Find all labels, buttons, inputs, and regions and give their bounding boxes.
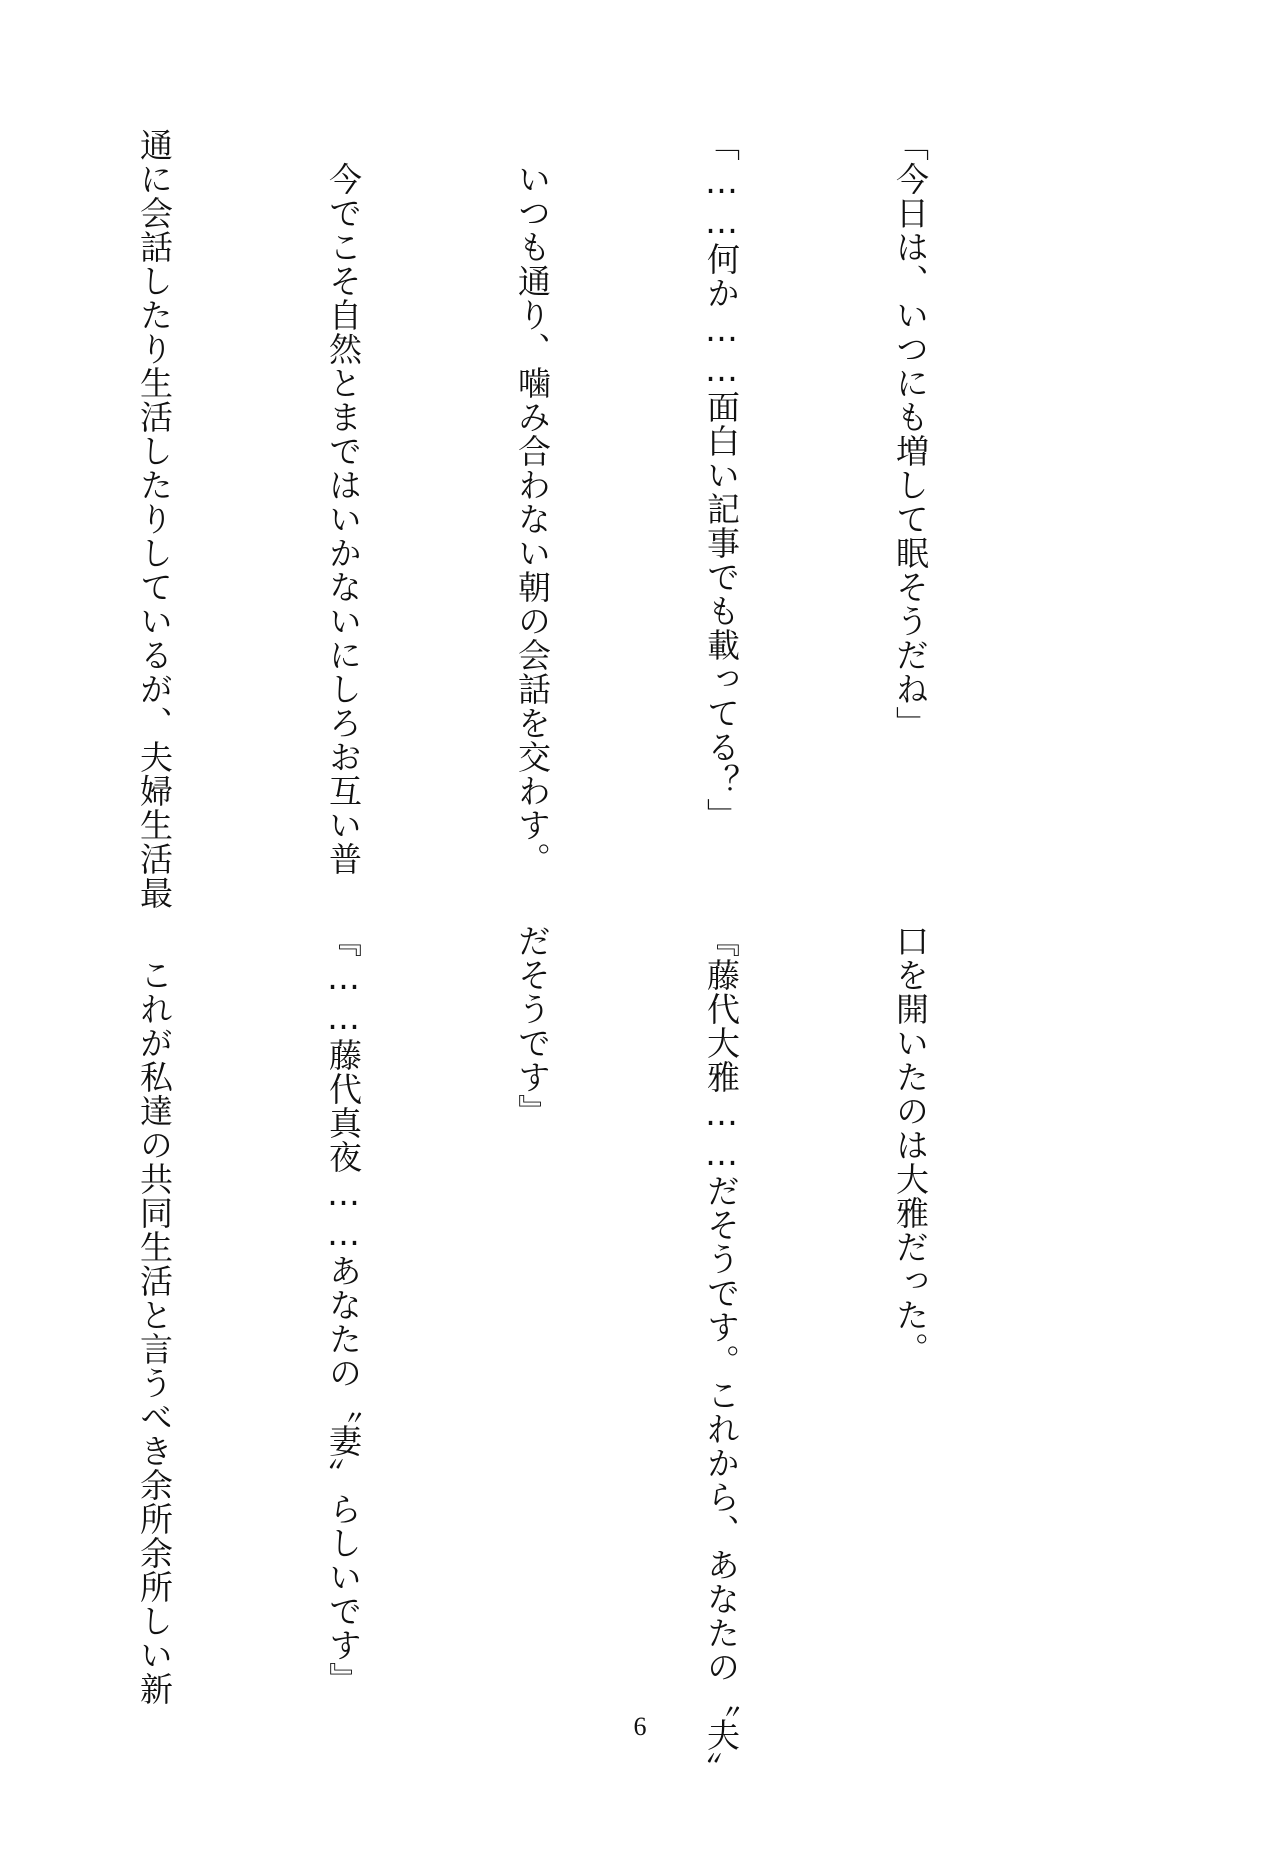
text-line: 「……何か……面白い記事でも載ってる？」: [702, 128, 741, 832]
text-line: 「今日は、いつにも増して眠そうだね」: [891, 128, 930, 740]
page-number: 6: [633, 1712, 647, 1741]
text-line: 通に会話したり生活したりしているが、夫婦生活最: [135, 128, 174, 910]
text-block-upper: [0, 128, 1068, 910]
text-line: だそうです』: [513, 924, 552, 1128]
text-line: これが私達の共同生活と言うべき余所余所しい新: [135, 924, 174, 1706]
text-line: 口を開いたのは大雅だった。: [891, 924, 930, 1366]
text-line: 『藤代大雅……だそうです。これから、あなたの〝夫〟: [702, 924, 741, 1786]
text-block-lower: [0, 924, 1068, 1786]
text-line: 『……藤代真夜……あなたの〝妻〟らしいです』: [324, 924, 363, 1696]
text-line: 今でこそ自然とまではいかないにしろお互い普: [324, 128, 363, 876]
text-line: いつも通り、噛み合わない朝の会話を交わす。: [513, 128, 552, 876]
